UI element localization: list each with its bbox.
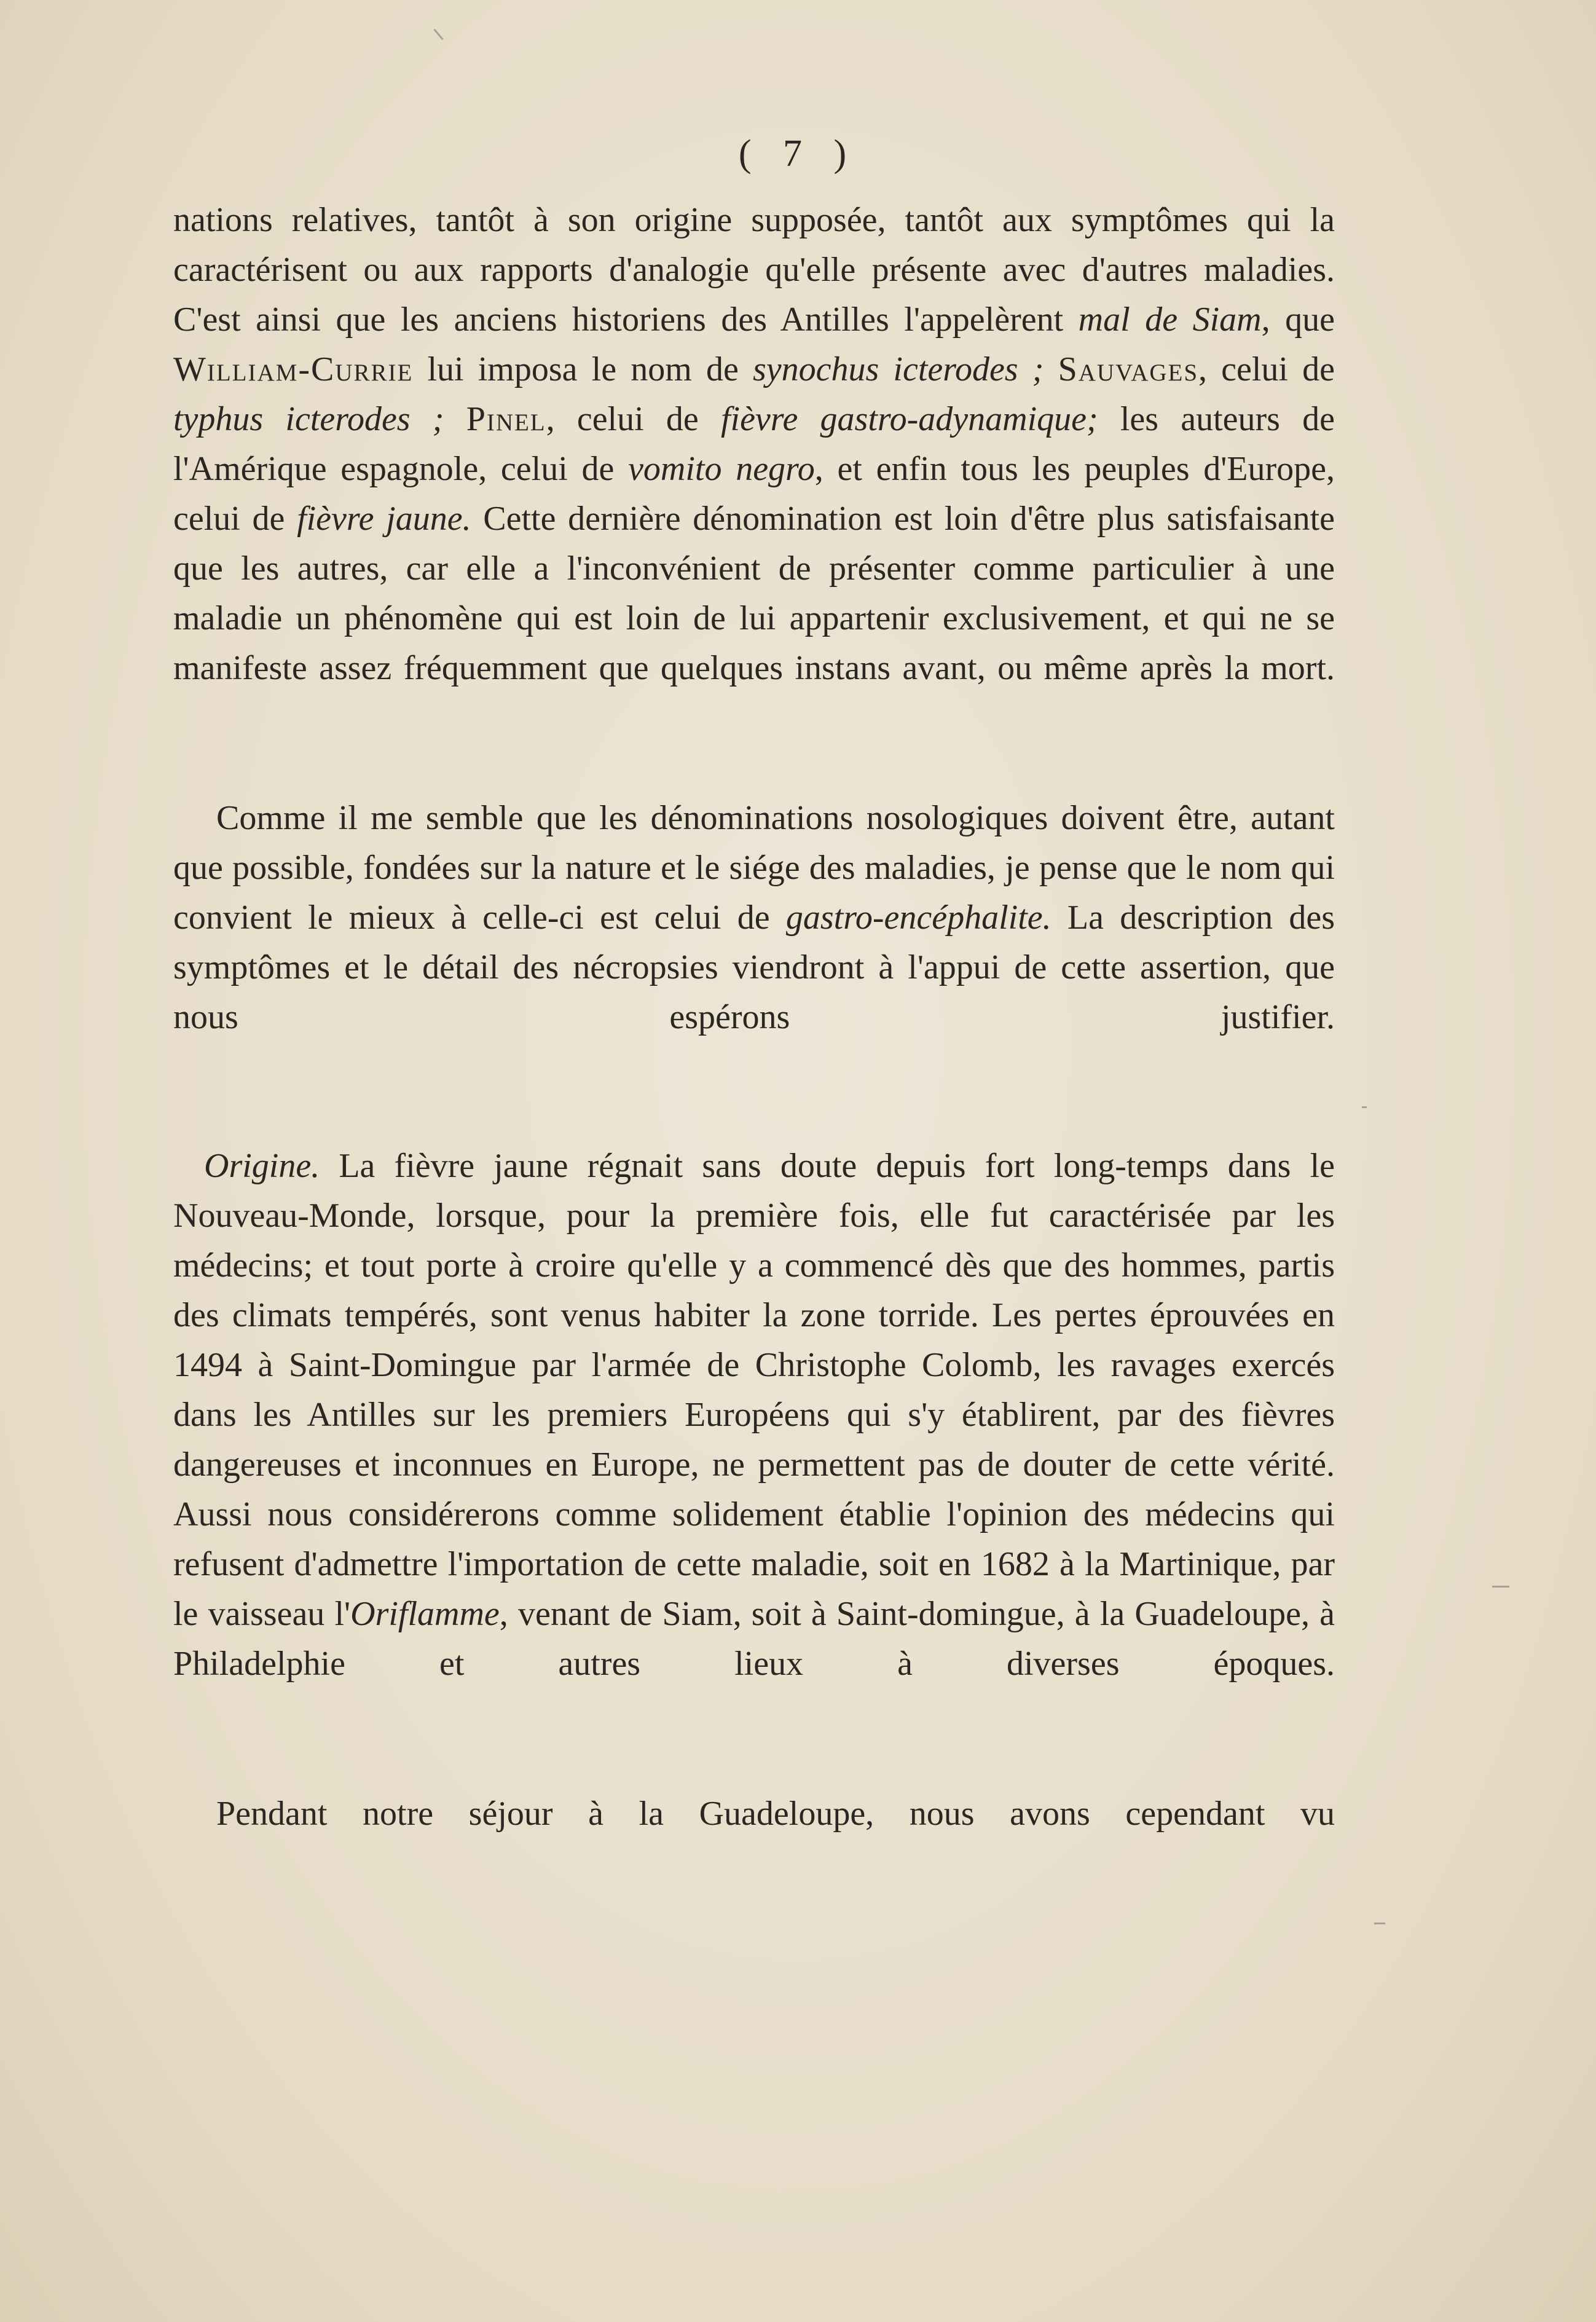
text-run: nations relatives, tantôt à son origine supposée, tantôt aux symptômes qui la caractérisent ou aux rapports d'analogie qu'elle présente avec d'autres maladies. C'est ainsi que les anciens historiens des Antilles l'appelèrent: [173, 201, 1335, 339]
text-run: lui imposa le nom de: [413, 350, 753, 388]
text-run: , celui de: [546, 400, 721, 438]
ship-name: Oriflamme: [350, 1595, 500, 1633]
text-run: Pendant notre séjour à la Guadeloupe, nous avons cependant vu: [216, 1795, 1335, 1833]
paragraph-origine: [173, 1141, 1335, 1689]
author-name: Pinel: [466, 400, 546, 438]
italic-term: synochus icterodes ;: [752, 350, 1044, 388]
ink-speck: [1362, 1106, 1367, 1108]
text-run: Comme il me semble que les dénominations nosologiques doivent être, autant que possible, fondées sur la nature et le siége des maladies, je pense que le nom qui convient le mieux à celle-ci est celui de: [173, 799, 1335, 937]
italic-term: fièvre jaune.: [297, 500, 471, 538]
text-run: [444, 400, 466, 438]
italic-term: gastro-encéphalite.: [785, 899, 1052, 937]
italic-term: vomito negro: [628, 450, 815, 488]
text-run: La description des symptômes et le détail des nécropsies viendront à l'appui de cette assertion, que nous espérons justifier.: [173, 899, 1335, 1036]
text-run: Cette dernière dénomination est loin d'être plus satisfaisante que les autres, car elle a l'inconvénient de présenter comme particulier à une maladie un phénomène qui est loin de lui appartenir exclusivement, et qui ne se manifeste assez fréquemment que quelques instans avant, ou même après la mort.: [173, 500, 1335, 687]
ink-speck: [433, 29, 443, 41]
text-run: La fièvre jaune régnait sans doute depuis fort long-temps dans le Nouveau-Monde, lorsque, pour la première fois, elle fut caractérisée par les médecins; et tout porte à croire qu'elle y a commencé dès que des hommes, partis des climats tempérés, sont venus habiter la zone torride. Les pertes éprouvées en 1494 à Saint-Domingue par l'armée de Christophe Colomb, les ravages exercés dans les Antilles sur les premiers Européens qui s'y établirent, par des fièvres dangereuses et inconnues en Europe, ne permettent pas de douter de cette vérité. Aussi nous considérerons comme solidement établie l'opinion des médecins qui refusent d'admettre l'importation de cette maladie, soit en 1682 à la Martinique, par le vaisseau l': [173, 1147, 1335, 1633]
text-run: , que: [1261, 301, 1335, 339]
italic-term: mal de Siam: [1078, 301, 1262, 339]
paragraph-gastro-encephalite: [173, 793, 1335, 1042]
text-run: [1044, 350, 1058, 388]
paragraph-nomenclature: [173, 195, 1335, 693]
author-name: William-Currie: [173, 350, 414, 388]
section-heading: Origine.: [204, 1147, 320, 1185]
text-run: , et enfin tous les peuples d'Europe, celui de: [173, 450, 1335, 538]
italic-term: typhus icterodes ;: [173, 400, 444, 438]
text-run: , celui de: [1198, 350, 1335, 388]
paragraph-guadeloupe: [173, 1789, 1335, 1839]
text-run: , venant de Siam, soit à Saint-domingue, à la Guadeloupe, à Philadelphie et autres lieux à diverses époques.: [173, 1595, 1335, 1683]
page-number: ( 7 ): [738, 133, 858, 175]
ink-speck: [1374, 1923, 1385, 1924]
author-name: Sauvages: [1058, 350, 1199, 388]
text-run: les auteurs de l'Amérique espagnole, celui de: [173, 400, 1335, 488]
ink-speck: [1492, 1586, 1509, 1588]
italic-term: fièvre gastro-adynamique;: [720, 400, 1098, 438]
